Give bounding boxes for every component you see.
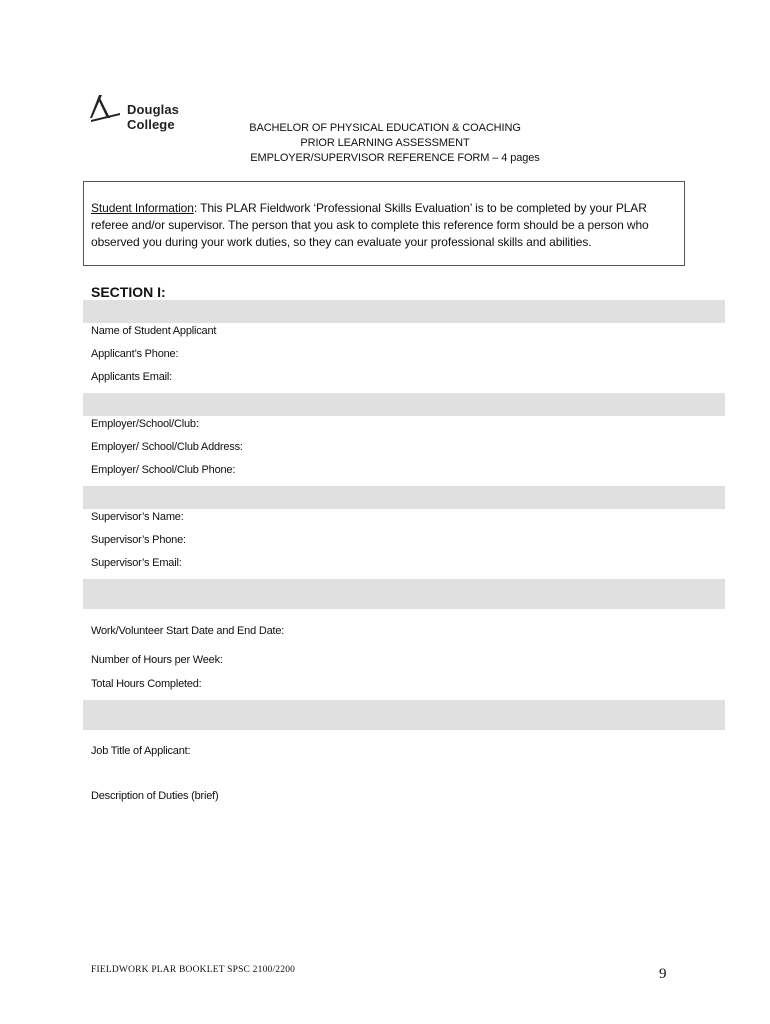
program-title: BACHELOR OF PHYSICAL EDUCATION & COACHING — [249, 122, 521, 134]
student-information-box — [83, 181, 685, 266]
divider-band — [83, 393, 725, 416]
hours-per-week-field[interactable]: Number of Hours per Week: — [91, 654, 223, 666]
page-number: 9 — [659, 966, 667, 982]
douglas-college-logo — [90, 94, 220, 132]
applicant-phone-field[interactable]: Applicant’s Phone: — [91, 348, 179, 360]
divider-band — [83, 700, 725, 730]
supervisor-name-field[interactable]: Supervisor’s Name: — [91, 511, 184, 523]
divider-band — [83, 579, 725, 609]
divider-band — [83, 300, 725, 323]
employer-address-field[interactable]: Employer/ School/Club Address: — [91, 441, 243, 453]
duties-description-field[interactable]: Description of Duties (brief) — [91, 790, 219, 802]
applicant-email-field[interactable]: Applicants Email: — [91, 371, 172, 383]
student-name-field[interactable]: Name of Student Applicant — [91, 325, 217, 337]
supervisor-phone-field[interactable]: Supervisor’s Phone: — [91, 534, 186, 546]
student-information-text: : This PLAR Fieldwork ‘Professional Skills Evaluation’ is to be completed by your PLAR referee and/or supervisor. The person that you ask to complete this reference form should be a person who observed you during your work duties, so they can evaluate your professional skills and abilities. — [91, 201, 649, 249]
student-information-label: Student Information — [91, 201, 194, 215]
employer-phone-field[interactable]: Employer/ School/Club Phone: — [91, 464, 236, 476]
footer-booklet-label: FIELDWORK PLAR BOOKLET SPSC 2100/2200 — [91, 965, 296, 975]
douglas-college-logo-icon — [90, 94, 124, 124]
divider-band — [83, 486, 725, 509]
section-title: SECTION I: — [91, 284, 166, 300]
supervisor-email-field[interactable]: Supervisor’s Email: — [91, 557, 182, 569]
logo-text: Douglas College — [127, 102, 179, 132]
form-title: EMPLOYER/SUPERVISOR REFERENCE FORM – 4 pages — [250, 152, 540, 164]
employer-field[interactable]: Employer/School/Club: — [91, 418, 199, 430]
job-title-field[interactable]: Job Title of Applicant: — [91, 745, 191, 757]
total-hours-field[interactable]: Total Hours Completed: — [91, 678, 202, 690]
assessment-title: PRIOR LEARNING ASSESSMENT — [300, 137, 470, 149]
work-dates-field[interactable]: Work/Volunteer Start Date and End Date: — [91, 625, 285, 637]
